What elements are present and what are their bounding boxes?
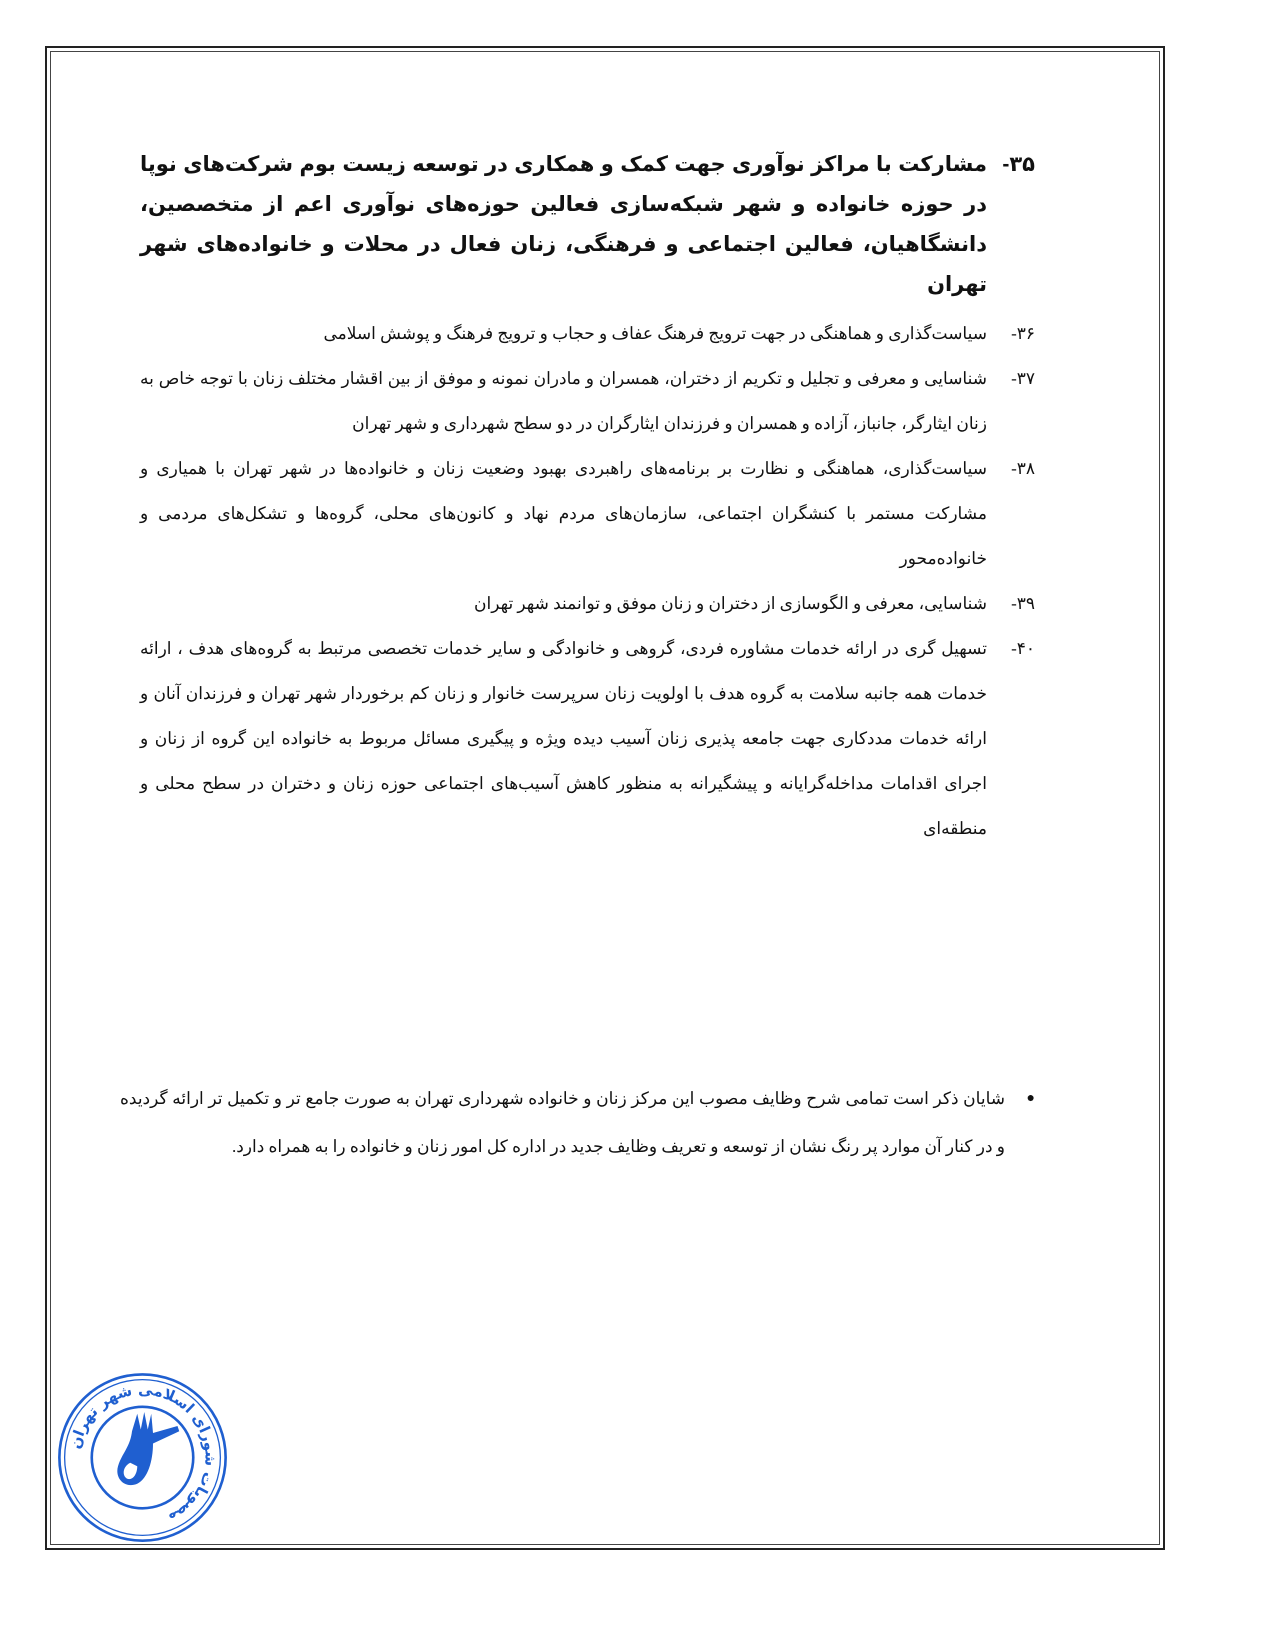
bullet-icon: ●: [1026, 1091, 1035, 1106]
item-number: ۳۶-: [1011, 324, 1035, 343]
item-38: [140, 446, 1035, 581]
item-text: تسهیل گری در ارائه خدمات مشاوره فردی، گروهی و خانوادگی و سایر خدمات تخصصی مرتبط به گروه‌های هدف ، ارائه خدمات همه جانبه سلامت به گروه هدف با اولویت زنان سرپرست خانوار و زنان کم برخوردار شهر تهران و فرزندان آنان و ارائه خدمات مددکاری جهت جامعه پذیری زنان آسیب دیده ویژه و پیگیری مسائل مربوط به خانواده این گروه از زنان و اجرای اقدامات مداخله‌گرایانه و پیشگیرانه به منظور کاهش آسیب‌های اجتماعی حوزه زنان و دختران در سطح محلی و منطقه‌ای: [140, 639, 987, 838]
item-40: [140, 626, 1035, 851]
item-list: [140, 145, 1035, 851]
council-seal-stamp: [55, 1370, 230, 1545]
note-paragraph: [120, 1075, 1035, 1171]
item-35: [140, 145, 1035, 305]
item-text: مشارکت با مراکز نوآوری جهت کمک و همکاری در توسعه زیست بوم شرکت‌های نوپا در حوزه خانواده و شهر شبکه‌سازی فعالین حوزه‌های نوآوری اعم از متخصصین، دانشگاهیان، فعالین اجتماعی و فرهنگی، زنان فعال در محلات و خانواده‌های شهر تهران: [140, 153, 987, 296]
item-39: [140, 581, 1035, 626]
item-text: سیاست‌گذاری، هماهنگی و نظارت بر برنامه‌های راهبردی بهبود وضعیت زنان و خانواده‌ها در شهر تهران با همیاری و مشارکت مستمر با کنشگران اجتماعی، سازمان‌های مردم نهاد و کانون‌های محلی، گروه‌ها و تشکل‌های مردمی و خانواده‌محور: [140, 459, 987, 568]
svg-text:مصوبات شورای اسلامی شهر تهران: مصوبات شورای اسلامی شهر تهران: [66, 1380, 220, 1528]
item-number: ۳۵-: [1002, 153, 1035, 176]
item-text: سیاست‌گذاری و هماهنگی در جهت ترویج فرهنگ عفاف و حجاب و ترویج فرهنگ و پوشش اسلامی: [323, 324, 987, 343]
item-number: ۳۷-: [1011, 369, 1035, 388]
note-text: شایان ذکر است تمامی شرح وظایف مصوب این مرکز زنان و خانواده شهرداری تهران به صورت جامع تر و تکمیل تر ارائه گردیده و در کنار آن موارد پر رنگ نشان از توسعه و تعریف وظایف جدید در اداره کل امور زنان و خانواده را به همراه دارد.: [120, 1089, 1005, 1156]
item-number: ۴۰-: [1011, 639, 1035, 658]
seal-emblem-icon: [117, 1412, 179, 1485]
item-36: [140, 311, 1035, 356]
item-number: ۳۹-: [1011, 594, 1035, 613]
item-number: ۳۸-: [1011, 459, 1035, 478]
item-37: [140, 356, 1035, 446]
item-text: شناسایی و معرفی و تجلیل و تکریم از دختران، همسران و مادران نمونه و موفق از بین اقشار مختلف زنان با توجه خاص به زنان ایثارگر، جانباز، آزاده و همسران و فرزندان ایثارگران در دو سطح شهرداری و شهر تهران: [140, 369, 987, 433]
item-text: شناسایی، معرفی و الگوسازی از دختران و زنان موفق و توانمند شهر تهران: [474, 594, 987, 613]
